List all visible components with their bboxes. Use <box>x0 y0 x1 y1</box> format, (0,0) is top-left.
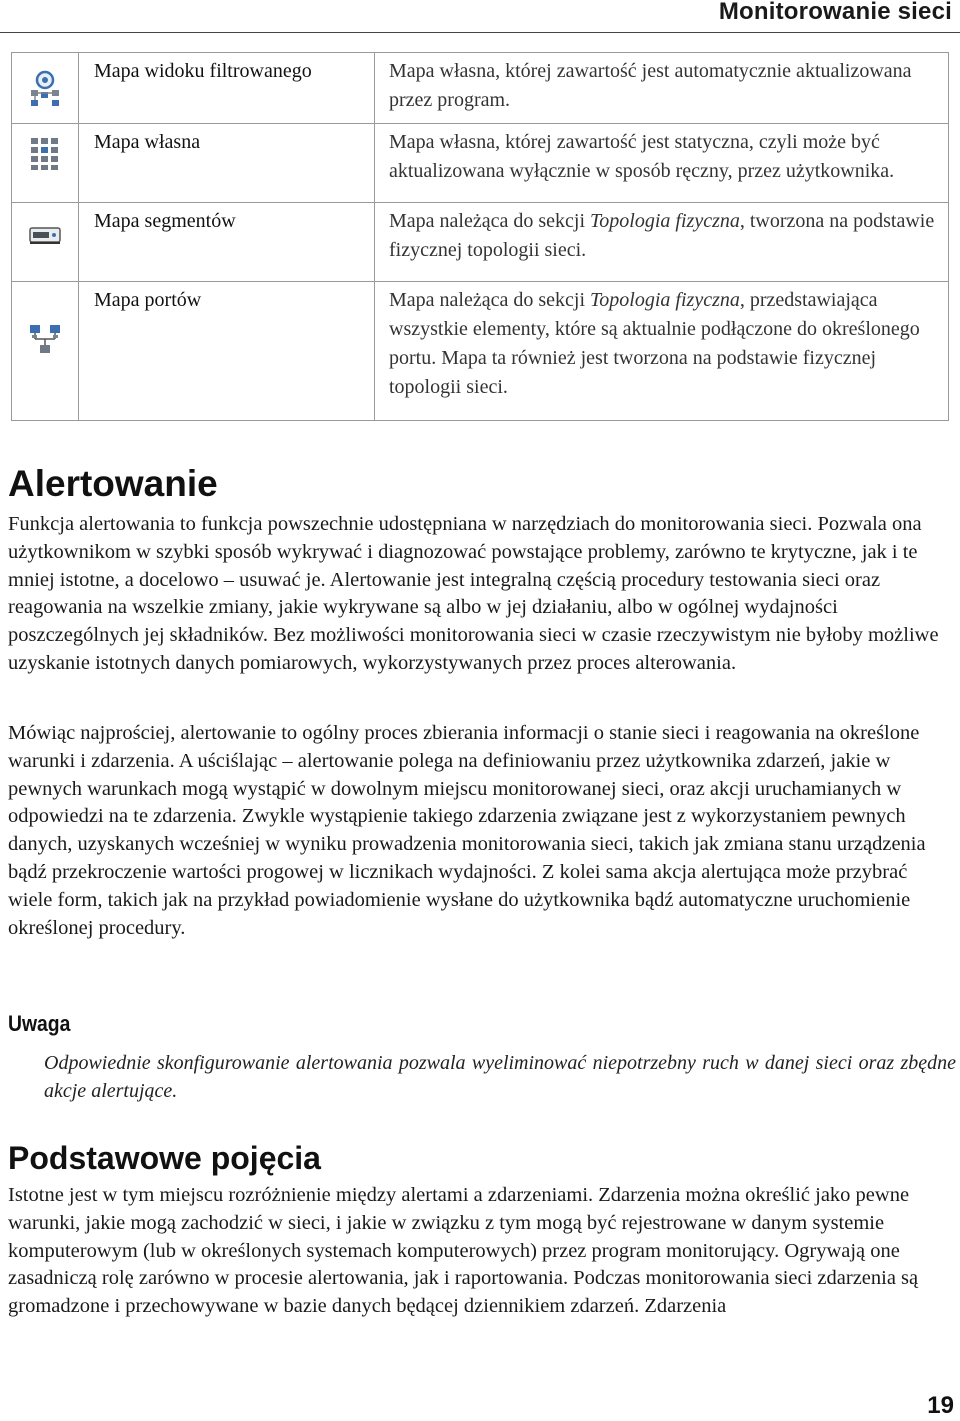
paragraph <box>8 511 948 678</box>
table-row <box>12 282 949 421</box>
custom-map-grid-icon <box>30 125 60 176</box>
map-description <box>375 282 949 421</box>
port-map-icon <box>28 283 62 362</box>
filtered-map-icon <box>28 54 62 113</box>
description-text: , tworzona na podstawie fizycznej topologii sieci. <box>389 210 935 261</box>
map-name: Mapa widoku filtrowanego <box>79 53 375 124</box>
note-title: Uwaga <box>8 1011 71 1036</box>
paragraph-text: Mówiąc najprościej, alertowanie to ogólny proces zbierania informacji o stanie sieci i reagowania na określone warunki i zdarzenia. A uściślając – alertowanie polega na definiowaniu przez użytkownika zdarzeń, jakie w pewnych warunkach mogą wystąpić w dowolnym miejscu monitorowanej sieci, oraz akcji uruchamianych w odpowiedzi na te zdarzenia. Zwykle wystąpienie takiego zdarzenia związane jest z wykorzystaniem pewnych danych, uzyskanych wcześniej w wyniku prowadzenia monitorowania sieci, takich jak zmiana stanu urządzenia bądź przekroczenie wartości progowej w licznikach wydajności. Z kolei sama akcja alertująca może przybrać wiele form, takich jak na przykład powiadomienie wysłane do użytkownika bądź automatyczne uruchomienie określonej procedury. <box>8 722 926 939</box>
page-number: 19 <box>927 1392 954 1419</box>
description-emphasis: Topologia fizyczna <box>590 210 740 232</box>
map-description: Mapa własna, której zawartość jest statyczna, czyli może być aktualizowana wyłącznie w sposób ręczny, przez użytkownika. <box>375 124 949 203</box>
description-text: Mapa należąca do sekcji <box>389 210 591 232</box>
table-row <box>12 203 949 282</box>
paragraph <box>8 1182 948 1321</box>
paragraph <box>8 720 948 942</box>
map-name: Mapa własna <box>79 124 375 203</box>
map-name: Mapa segmentów <box>79 203 375 282</box>
map-types-table <box>11 52 949 421</box>
paragraph-text: Funkcja alertowania to funkcja powszechnie udostępniana w narzędziach do monitorowania sieci. Pozwala ona użytkownikom w szybki sposób wykrywać i diagnozować powstające problemy, zarówno te krytyczne, jak i te mniej istotne, a docelowo – usuwać je. Alertowanie jest integralną częścią procedury testowania sieci oraz reagowania na wszelkie zmiany, jakie wykrywane są albo w jej działaniu, albo w ogólnej wydajności poszczególnych jej składników. Bez możliwości monitorowania sieci w czasie rzeczywistym nie byłoby możliwe uzyskanie istotnych danych pomiarowych, wykorzystywanych przez proces alterowania. <box>8 513 939 674</box>
table-row <box>12 53 949 124</box>
section-heading-basics: Podstawowe pojęcia <box>8 1140 321 1176</box>
map-description <box>375 203 949 282</box>
map-description: Mapa własna, której zawartość jest automatycznie aktualizowana przez program. <box>375 53 949 124</box>
description-text: , przedstawiająca wszystkie elementy, które są aktualnie podłączone do określonego portu. Mapa ta również jest tworzona na podstawie fizycznej topologii sieci. <box>389 289 920 398</box>
note-text: Odpowiednie skonfigurowanie alertowania pozwala wyeliminować niepotrzebny ruch w danej sieci oraz zbędne akcje alertujące. <box>44 1052 956 1102</box>
table-row <box>12 124 949 203</box>
icon-cell <box>12 53 79 124</box>
paragraph-text: Istotne jest w tym miejscu rozróżnienie między alertami a zdarzeniami. Zdarzenia można określić jako pewne warunki, jakie mogą zachodzić w sieci, i jakie w związku z tym mogą być rejestrowane w danym systemie komputerowym (lub w określonych systemach komputerowych) przez program monitorujący. Ogrywają one zasadniczą rolę zarówno w procesie alertowania, jak i raportowania. Podczas monitorowania sieci zdarzenia są gromadzone i przechowywane w bazie danych będącej dziennikiem zdarzeń. Zdarzenia <box>8 1184 919 1318</box>
header-rule <box>0 32 960 33</box>
description-emphasis: Topologia fizyczna <box>590 289 740 311</box>
running-head: Monitorowanie sieci <box>718 0 952 25</box>
map-name: Mapa portów <box>79 282 375 421</box>
segment-device-icon <box>28 204 62 251</box>
icon-cell <box>12 124 79 203</box>
description-text: Mapa należąca do sekcji <box>389 289 591 311</box>
section-heading-alerting: Alertowanie <box>8 463 218 504</box>
icon-cell <box>12 203 79 282</box>
icon-cell <box>12 282 79 421</box>
